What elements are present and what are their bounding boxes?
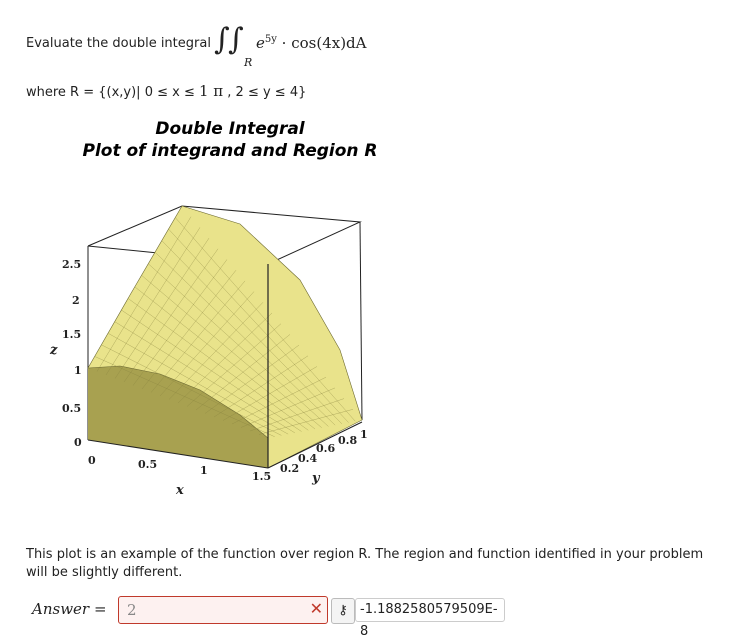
region-definition [26,82,306,100]
z-tick-1: 1 [74,364,82,377]
integrand [256,34,366,52]
x-icon: ✕ [309,599,323,618]
x-tick-1-5: 1.5 [252,470,272,483]
answer-label: Answer [32,600,90,618]
y-tick-0-2: 0.2 [280,462,300,475]
answer-equals: = [94,600,107,618]
3d-plot [40,190,380,500]
x-tick-1: 1 [200,464,208,477]
y-tick-1: 1 [360,428,368,441]
x-tick-0: 0 [88,454,96,467]
question-prompt: Evaluate the double integral [26,36,211,51]
y-tick-0-6: 0.6 [316,442,336,455]
z-tick-1-5: 1.5 [62,328,82,341]
answer-input[interactable] [118,596,328,624]
region-suffix: , 2 ≤ y ≤ 4} [223,85,307,100]
z-axis-ticks [62,258,82,449]
z-axis-label: z [50,343,58,358]
integrand-rest: · cos(4x)dA [276,34,367,52]
integrand-base: e [256,34,265,52]
show-answer-button[interactable] [331,598,355,624]
integral-sign-2: ∫ [228,22,244,57]
y-tick-0-8: 0.8 [338,434,358,447]
region-bound: 1 π [198,82,224,100]
example-note: This plot is an example of the function over region R. The region and function identified in your problem will be slightly different. [26,547,704,580]
correct-answer: -1.1882580579509E-8 [355,598,505,622]
answer-value[interactable]: 2 [127,601,137,619]
integral-formula [214,22,384,72]
plot-title [80,118,380,162]
y-axis-label: y [312,471,320,486]
z-tick-0-5: 0.5 [62,402,82,415]
integral-subscript: R [244,56,253,69]
z-tick-0: 0 [74,436,82,449]
x-tick-0-5: 0.5 [138,458,158,471]
z-tick-2: 2 [72,294,80,307]
y-tick-0-4: 0.4 [298,452,318,465]
z-tick-2-5: 2.5 [62,258,82,271]
plot-title-line1: Double Integral [155,119,305,139]
plot-title-line2: Plot of integrand and Region R [82,141,378,161]
region-prefix: where R = {(x,y)| 0 ≤ x ≤ [26,85,199,100]
key-icon: ⚷ [338,603,348,618]
x-axis-label: x [176,483,184,498]
integral-sign-1: ∫ [214,22,230,57]
integrand-exponent: 5y [264,34,277,45]
